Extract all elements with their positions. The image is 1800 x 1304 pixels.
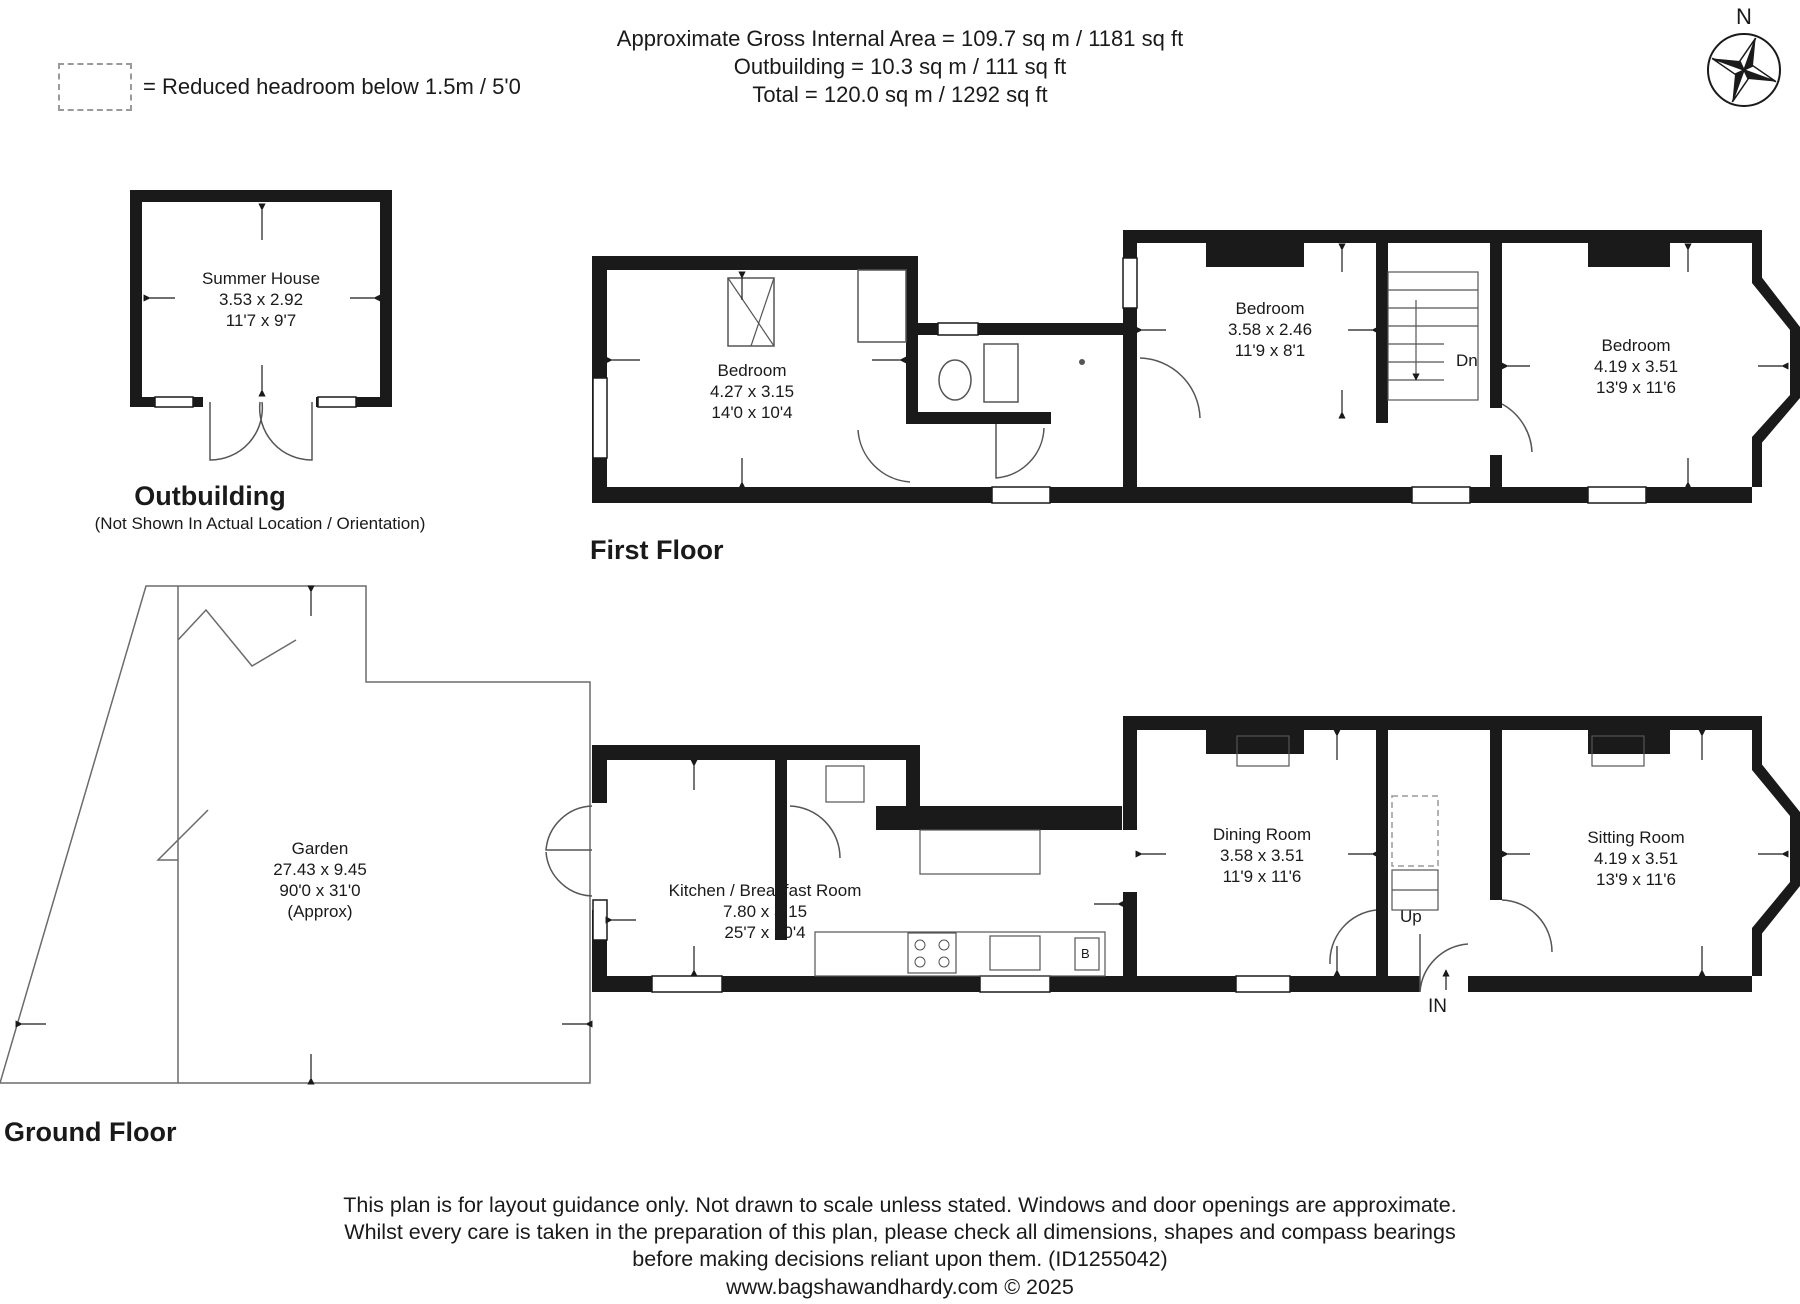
room-name: Bedroom xyxy=(1235,299,1305,318)
disclaimer-line-1: This plan is for layout guidance only. Not drawn to scale unless stated. Windows and door openings are approximate. xyxy=(343,1193,1457,1217)
room-imperial: 13'9 x 11'6 xyxy=(1596,870,1676,889)
room-imperial: 11'7 x 9'7 xyxy=(225,311,297,330)
room-imperial: 11'9 x 8'1 xyxy=(1234,341,1306,360)
utility-sink-icon xyxy=(826,766,864,802)
sitting-room-label xyxy=(1536,827,1736,890)
first-floor-bedroom-2-label xyxy=(1170,298,1370,361)
compass-north-label: N xyxy=(1736,4,1752,29)
ground-floor-dimension-arrows xyxy=(22,592,1782,1078)
room-metric: 3.58 x 2.46 xyxy=(1227,320,1313,339)
room-name: Dining Room xyxy=(1212,825,1312,844)
room-imperial: 11'9 x 11'6 xyxy=(1222,867,1302,886)
room-imperial: 25'7 x 10'4 xyxy=(724,923,806,942)
summer-house-door xyxy=(260,402,312,460)
room-metric: 3.53 x 2.92 xyxy=(218,290,304,309)
copyright: © 2025 xyxy=(1004,1275,1074,1299)
garden-boundary xyxy=(0,586,590,1083)
room-metric: 4.27 x 3.15 xyxy=(709,382,795,401)
garden-door xyxy=(546,852,592,896)
room-imperial: 13'9 x 11'6 xyxy=(1596,378,1676,397)
basin-icon xyxy=(984,344,1018,402)
room-imperial: 14'0 x 10'4 xyxy=(711,403,793,422)
kitchen-label xyxy=(640,880,890,943)
stairs-down-label: Dn xyxy=(1456,351,1478,370)
room-metric: 7.80 x 3.15 xyxy=(722,902,808,921)
garden-label xyxy=(220,838,420,922)
garden-note: (Approx) xyxy=(287,902,353,921)
boiler-label: B xyxy=(1081,946,1090,961)
room-name: Sitting Room xyxy=(1587,828,1685,847)
legend-text: = Reduced headroom below 1.5m / 5'0 xyxy=(143,74,521,99)
disclaimer-line-2: Whilst every care is taken in the preparation of this plan, please check all dimensions, shapes and compass bearings xyxy=(344,1220,1456,1244)
room-name: Summer House xyxy=(201,269,321,288)
garden-door xyxy=(546,806,592,850)
room-metric: 4.19 x 3.51 xyxy=(1593,357,1679,376)
summer-house-label xyxy=(161,268,361,331)
room-metric: 3.58 x 3.51 xyxy=(1219,846,1305,865)
shower-icon xyxy=(1079,359,1085,365)
ground-floor-title: Ground Floor xyxy=(4,1117,177,1147)
summer-house-window xyxy=(155,397,193,407)
gross-area-line: Approximate Gross Internal Area = 109.7 sq m / 1181 sq ft xyxy=(616,26,1184,51)
hob-icon xyxy=(908,933,956,973)
website-link[interactable]: www.bagshawandhardy.com xyxy=(726,1275,999,1299)
stairs-up-label: Up xyxy=(1400,907,1422,926)
ground-floor-stairs xyxy=(1392,870,1438,910)
room-metric: 4.19 x 3.51 xyxy=(1593,849,1679,868)
website-line xyxy=(500,1274,1300,1301)
sink-icon xyxy=(990,936,1040,970)
outbuilding-area-line: Outbuilding = 10.3 sq m / 111 sq ft xyxy=(733,54,1067,79)
room-name: Kitchen / Breakfast Room xyxy=(668,881,862,900)
room-name: Bedroom xyxy=(717,361,787,380)
front-door xyxy=(1420,934,1468,992)
toilet-icon xyxy=(939,360,971,400)
summer-house-window xyxy=(318,397,356,407)
room-name: Bedroom xyxy=(1601,336,1671,355)
first-floor-stairs xyxy=(1388,272,1478,400)
ground-floor-plan xyxy=(0,586,1800,1083)
first-floor-bedroom-3-label xyxy=(1536,335,1736,398)
outbuilding-title: Outbuilding xyxy=(134,481,286,511)
room-metric: 27.43 x 9.45 xyxy=(273,860,367,879)
dining-room-label xyxy=(1162,824,1362,887)
room-name: Garden xyxy=(291,839,349,858)
total-area-line: Total = 120.0 sq m / 1292 sq ft xyxy=(752,82,1048,107)
reduced-headroom-area xyxy=(1392,796,1438,866)
outbuilding-subtitle: (Not Shown In Actual Location / Orientation) xyxy=(94,514,426,533)
room-imperial: 90'0 x 31'0 xyxy=(279,881,361,900)
disclaimer-line-3: before making decisions reliant upon them. (ID1255042) xyxy=(632,1247,1168,1271)
first-floor-bedroom-1-label xyxy=(652,360,852,423)
entrance-label: IN xyxy=(1428,996,1447,1017)
summer-house-door xyxy=(210,402,262,460)
first-floor-title: First Floor xyxy=(590,535,724,565)
